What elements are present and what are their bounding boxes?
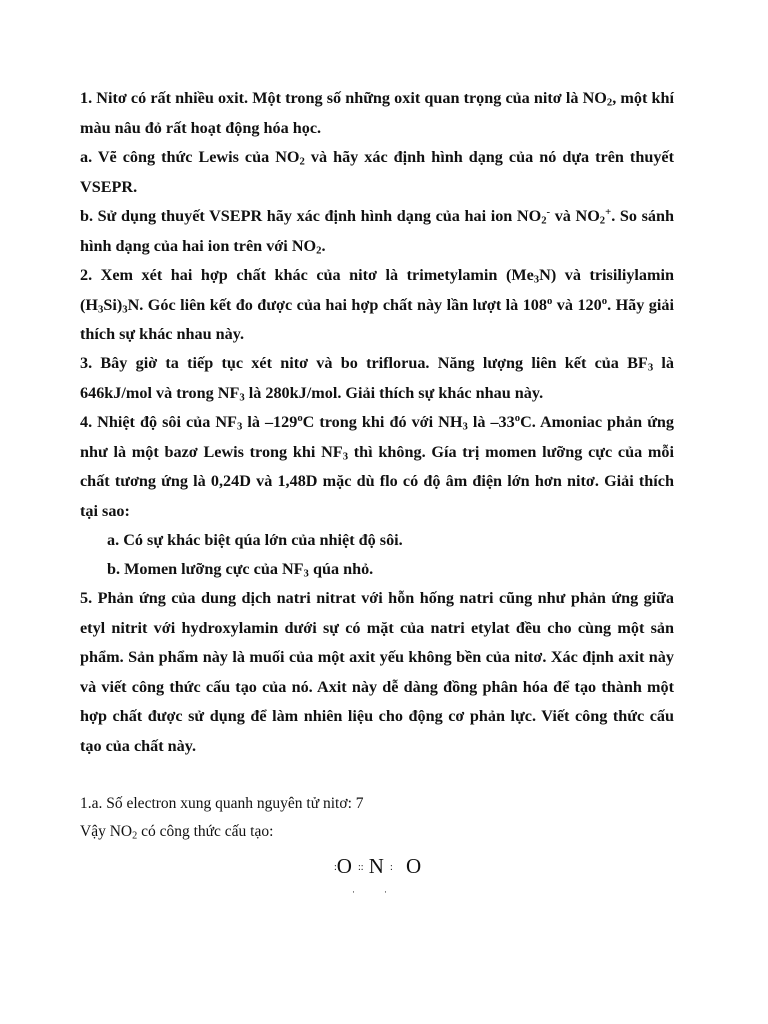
- q1b-sub-2: 2: [599, 214, 606, 227]
- q1a-text: a. Vẽ công thức Lewis của NO: [80, 148, 300, 166]
- q1-text: 1. Nitơ có rất nhiều oxit. Một trong số những oxit quan trọng của nitơ là NO: [80, 89, 607, 107]
- q2-sub-3: 3: [122, 303, 128, 316]
- nitrogen-symbol: N: [368, 854, 384, 878]
- q4-sup-1: o: [297, 412, 303, 425]
- question-5: [80, 584, 674, 761]
- q4-text-2: là –129: [242, 413, 298, 431]
- q3-sub-2: 3: [239, 391, 245, 404]
- q2-sup-2: o: [601, 294, 608, 307]
- answer-no2-text: Vậy NO: [80, 823, 133, 840]
- answer-1a-text: 1.a. Số electron xung quanh nguyên tử nitơ: 7: [80, 795, 364, 812]
- oxygen-left-symbol: O: [336, 854, 352, 878]
- nitrogen-center: [368, 852, 390, 897]
- q3-text-2: là 646kJ/mol và trong NF: [80, 354, 674, 402]
- q3-sub-1: 3: [647, 361, 654, 374]
- q1b-sup-1: -: [546, 206, 551, 219]
- q1b-sup-2: +: [605, 206, 612, 219]
- lone-pair-left: :: [334, 862, 337, 873]
- nitrogen-unpaired-electron: ·: [383, 887, 390, 897]
- question-1b: [80, 202, 674, 261]
- q1-text-end: , một khí màu nâu đỏ rất hoạt động hóa học.: [80, 89, 674, 137]
- q5-text: 5. Phản ứng của dung dịch natri nitrat với hỗn hống natri cũng như phản ứng giữa etyl nitrit với hydroxylamin dưới sự có mặt của natri etylat đều cho cùng một sản phẩm. Sản phẩm này là muối của một axit yếu không bền của nitơ. Xác định axit này và viết công thức cấu tạo của nó. Axit này dễ dàng đồng phân hóa để tạo thành một hợp chất được sử dụng để làm nhiên liệu cho động cơ phản lực. Viết công thức cấu tạo của chất này.: [80, 589, 674, 755]
- lewis-structure-no2: [334, 852, 422, 897]
- q1b-text-end: .: [321, 236, 326, 255]
- oxygen-left: [336, 852, 358, 897]
- q4b-text-end: qúa nhỏ.: [308, 560, 374, 578]
- q2-text-3: Si): [103, 295, 123, 314]
- q4-text-4: là –33: [467, 413, 515, 431]
- q1-subscript: 2: [606, 96, 613, 109]
- q4-text-6: thì không. Gía trị momen lưỡng cực của mỗi chất tương ứng là 0,24D và 1,48D mặc dù flo có độ âm điện lớn hơn nitơ. Giải thích tại sao:: [80, 442, 674, 520]
- q4b-subscript: 3: [303, 567, 309, 580]
- q1b-sub-1: 2: [541, 214, 547, 227]
- oxygen-left-lone-pair: ·: [351, 887, 358, 897]
- q3-text-3: là 280kJ/mol. Giải thích sự khác nhau này.: [244, 383, 544, 402]
- q1b-text-mid: và NO: [550, 207, 600, 225]
- q2-text-2: N) và trisiliylamin (H: [80, 266, 674, 314]
- q4-text-1: 4. Nhiệt độ sôi của NF: [80, 413, 237, 431]
- question-4a: [107, 526, 674, 556]
- q4-sub-1: 3: [236, 420, 243, 433]
- question-3: [80, 349, 674, 408]
- question-1a: [80, 143, 674, 202]
- answer-no2-structure: [80, 822, 674, 842]
- q4-text-5: C. Amoniac phản ứng như là một bazơ Lewis trong khi NF: [80, 413, 675, 461]
- q1b-text: b. Sử dụng thuyết VSEPR hãy xác định hình dạng của hai ion NO: [80, 207, 542, 225]
- q4-sub-3: 3: [342, 450, 349, 463]
- q1b-sub-3: 2: [316, 244, 322, 257]
- q4-sup-2: o: [514, 412, 521, 425]
- q2-sub-2: 3: [97, 303, 104, 316]
- q4-text-3: C trong khi đó với NH: [302, 413, 463, 431]
- q2-sup-1: o: [547, 294, 553, 307]
- answer-1a: [80, 794, 674, 814]
- q2-text-5: và 120: [552, 295, 602, 314]
- q2-text-1: 2. Xem xét hai hợp chất khác của nitơ là trimetylamin (Me: [80, 266, 534, 284]
- q1a-subscript: 2: [299, 155, 305, 168]
- q4b-text: b. Momen lưỡng cực của NF: [107, 560, 304, 578]
- q2-text-6: . Hãy giải thích sự khác nhau này.: [80, 295, 674, 343]
- q1b-text-mid2: . So sánh hình dạng của hai ion trên với NO: [80, 207, 675, 255]
- oxygen-right-symbol: O: [405, 854, 422, 878]
- question-4b: [107, 555, 674, 585]
- question-2: [80, 261, 674, 350]
- answer-no2-subscript: 2: [132, 830, 138, 842]
- q2-sub-1: 3: [533, 273, 540, 286]
- q4a-text: a. Có sự khác biệt qúa lớn của nhiệt độ sôi.: [107, 531, 403, 549]
- question-4: [80, 408, 674, 526]
- q3-text-1: 3. Bây giờ ta tiếp tục xét nitơ và bo triflorua. Năng lượng liên kết của BF: [80, 354, 648, 372]
- q4-sub-2: 3: [462, 420, 468, 433]
- single-bond-dots: :: [389, 862, 393, 873]
- question-1: [80, 84, 674, 143]
- q1a-text-end: và hãy xác định hình dạng của nó dựa trên thuyết VSEPR.: [80, 148, 674, 196]
- answer-no2-text-end: có công thức cấu tạo:: [137, 823, 274, 840]
- double-bond-dots: ::: [357, 862, 364, 873]
- q2-text-4: N. Góc liên kết đo được của hai hợp chất này lần lượt là 108: [127, 295, 547, 314]
